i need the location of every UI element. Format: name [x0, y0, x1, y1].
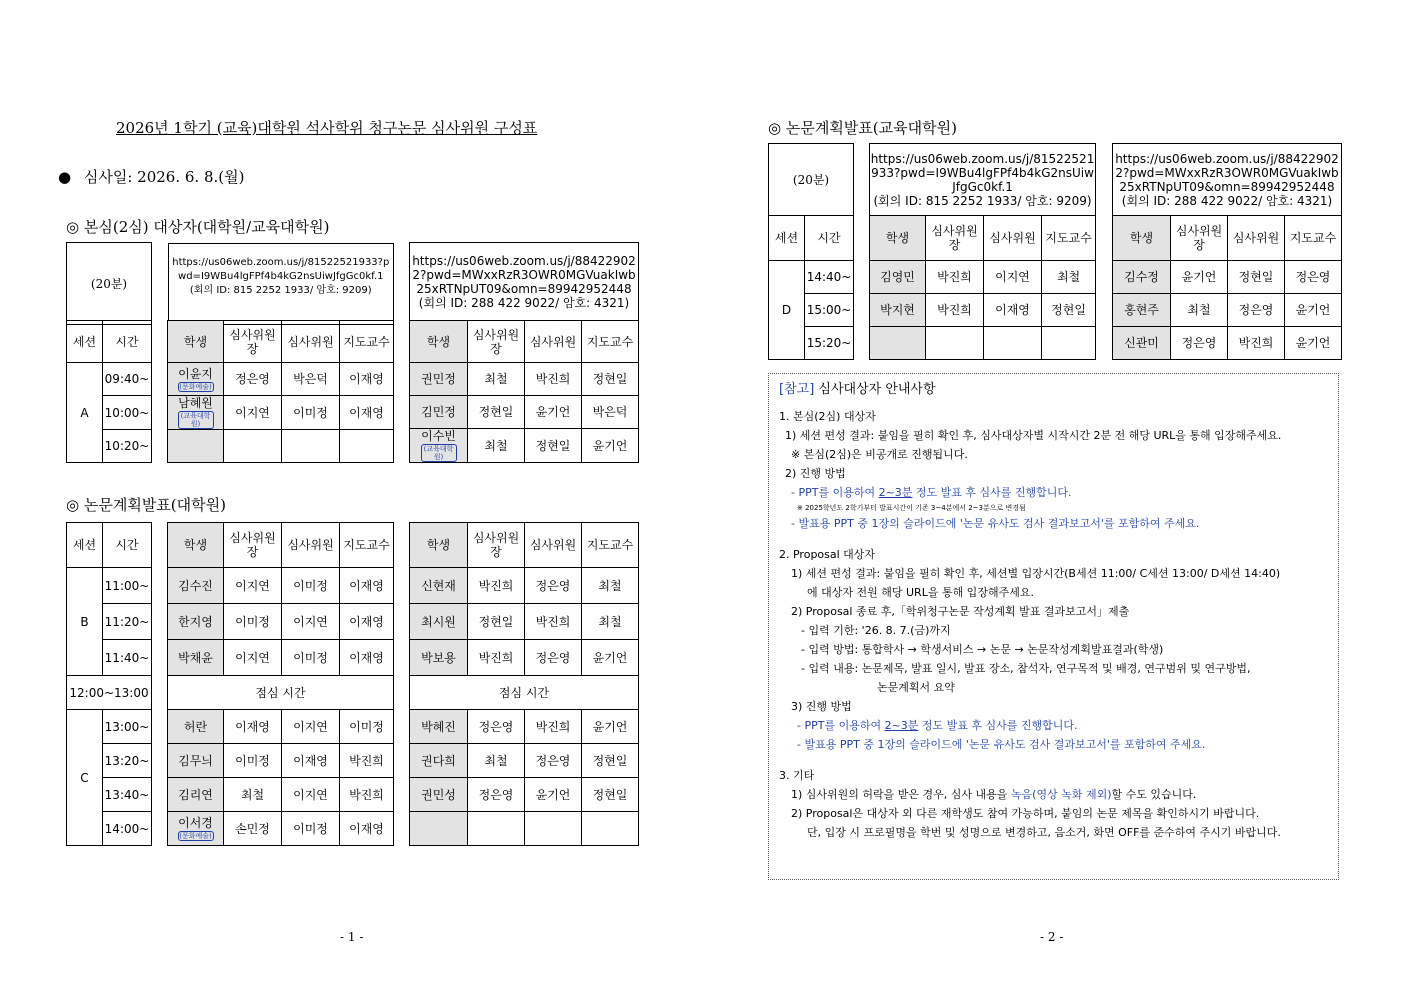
chair-cell: 이지연: [224, 640, 282, 676]
time-cell: 10:20~: [103, 430, 152, 463]
dept-badge: (문화예술): [179, 832, 212, 840]
header-advisor: 지도교수: [582, 321, 639, 363]
notes-heading: 1. 본심(2심) 대상자: [779, 410, 876, 423]
notes-line: ※ 본심(2심)은 비공개로 진행됩니다.: [791, 448, 968, 461]
notes-line: 2) Proposal은 대상자 외 다른 재학생도 참여 가능하며, 붙임의 논문 제목을 확인하시기 바랍니다.: [791, 807, 1260, 820]
dept-badge: (문화예술): [179, 382, 212, 391]
zoom-link-room2[interactable]: [410, 243, 639, 321]
notes-line: 1) 세션 편성 결과: 붙임을 필히 확인 후, 세션별 입장시간(B세션 11:00/ C세션 13:00/ D세션 14:40): [791, 567, 1281, 580]
time-cell: 13:40~: [103, 778, 152, 812]
student-cell: 남혜원 (교육대학원): [168, 396, 224, 430]
chair-cell: 최철: [468, 429, 525, 463]
student-cell: 권민정: [410, 363, 468, 396]
chair-cell: 최철: [1171, 294, 1228, 327]
advisor-cell: 이재영: [340, 568, 394, 604]
advisor-cell: 최철: [582, 604, 639, 640]
advisor-cell: 윤기언: [582, 640, 639, 676]
notes-line: 단, 입장 시 프로필명을 학번 및 성명으로 변경하고, 음소거, 화면 OFF를 준수하여 주시기 바랍니다.: [807, 826, 1281, 839]
notes-line: 1) 세션 편성 결과: 붙임을 필히 확인 후, 심사대상자별 시작시간 2분 전 해당 URL을 통해 입장해주세요.: [785, 429, 1282, 442]
advisor-cell: 최철: [1042, 261, 1096, 294]
chair-cell: 최철: [468, 744, 525, 778]
header-advisor: 지도교수: [340, 321, 394, 363]
advisor-cell: 이재영: [340, 363, 394, 396]
lunch-time: 12:00~13:00: [67, 676, 152, 710]
zoom-meeting-id: (회의 ID: 815 2252 1933/ 암호: 9209): [873, 193, 1092, 208]
edu-plan-table-room1: [768, 143, 1096, 360]
chair-cell: [224, 430, 282, 463]
advisor-cell: 윤기언: [1285, 327, 1342, 360]
notes-line: 2) Proposal 종료 후,「학위청구논문 작성계획 발표 결과보고서」제출: [791, 605, 1130, 618]
chair-cell: 박진희: [468, 568, 525, 604]
dept-badge: (교육대학원): [421, 444, 457, 462]
page-title: 2026년 1학기 (교육)대학원 석사학위 청구논문 심사위원 구성표: [116, 119, 538, 137]
member-cell: 정은영: [525, 744, 582, 778]
session-cell: A: [67, 363, 103, 463]
advisor-cell: 이재영: [340, 640, 394, 676]
advisor-cell: 윤기언: [1285, 294, 1342, 327]
notes-line: 2) 진행 방법: [785, 467, 846, 480]
student-cell: 김리연: [168, 778, 224, 812]
member-cell: 박진희: [525, 710, 582, 744]
header-session: 세션: [769, 216, 805, 261]
header-member: 심사위원: [282, 321, 340, 363]
student-cell: 김수정: [1113, 261, 1171, 294]
student-cell: 신현재: [410, 568, 468, 604]
notes-line: 3) 진행 방법: [791, 700, 852, 713]
zoom-url[interactable]: https://us06web.zoom.us/j/88422902 2?pwd=MWxxRzR3OWR0MGVuakIwb25xRTNpUT09&omn=89942952448: [412, 253, 636, 296]
student-cell: 박혜진: [410, 710, 468, 744]
student-cell: 이수빈 (교육대학원): [410, 429, 468, 463]
header-student: 학생: [410, 523, 468, 568]
member-cell: 이지연: [984, 261, 1042, 294]
header-student: 학생: [168, 321, 224, 363]
edu-plan-table-room2: [1112, 143, 1342, 360]
zoom-link-room1[interactable]: [168, 243, 394, 325]
header-time: 시간: [103, 321, 152, 363]
section-plan-grad: ◎ 논문계획발표(대학원): [66, 496, 226, 514]
student-cell: 허란: [168, 710, 224, 744]
member-cell: 이미정: [282, 568, 340, 604]
advisor-cell: [582, 812, 639, 846]
duration-label: (20분): [769, 144, 854, 216]
student-cell: 박지현: [870, 294, 926, 327]
chair-cell: 정은영: [468, 710, 525, 744]
zoom-url[interactable]: https://us06web.zoom.us/j/81522521933?pwd=I9WBu4lgFPf4b4kG2nsUiwJfgGc0kf.1: [870, 151, 1095, 194]
zoom-meeting-id: (회의 ID: 815 2252 1933/ 암호: 9209): [189, 284, 372, 296]
member-cell: 정은영: [1228, 294, 1285, 327]
chair-cell: 정은영: [468, 778, 525, 812]
member-cell: 정은영: [525, 568, 582, 604]
advisor-cell: 이미정: [340, 710, 394, 744]
header-member: 심사위원: [525, 321, 582, 363]
student-cell: 김무늬: [168, 744, 224, 778]
student-cell: 이서경 (문화예술): [168, 812, 224, 846]
chair-cell: [926, 327, 984, 360]
chair-cell: 이재영: [224, 710, 282, 744]
plan-table-room1: [66, 522, 394, 846]
student-cell: 신관미: [1113, 327, 1171, 360]
zoom-url[interactable]: https://us06web.zoom.us/j/81522521933?pwd=I9WBu4lgFPf4b4kG2nsUiwJfgGc0kf.1: [172, 256, 390, 282]
exam-date: [58, 166, 244, 187]
zoom-url[interactable]: https://us06web.zoom.us/j/88422902 2?pwd=MWxxRzR3OWR0MGVuakIwb25xRTNpUT09&omn=89942952448: [1115, 151, 1339, 194]
chair-cell: 손민정: [224, 812, 282, 846]
member-cell: 이미정: [282, 640, 340, 676]
notes-line: 1) 심사위원의 허락을 받은 경우, 심사 내용을 녹음(영상 녹화 제외)할 수도 있습니다.: [791, 788, 1197, 801]
header-student: 학생: [410, 321, 468, 363]
header-chair: 심사위원장: [1171, 216, 1228, 261]
advisor-cell: 정현일: [582, 363, 639, 396]
time-cell: 15:20~: [805, 327, 854, 360]
member-cell: 이지연: [282, 604, 340, 640]
notes-box: [768, 373, 1339, 880]
header-member: 심사위원: [984, 216, 1042, 261]
header-member: 심사위원: [525, 523, 582, 568]
page-number: - 2 -: [1040, 930, 1064, 944]
notes-line: - 입력 내용: 논문제목, 발표 일시, 발표 장소, 참석자, 연구목적 및 배경, 연구범위 및 연구방법,: [801, 662, 1251, 675]
time-cell: 11:00~: [103, 568, 152, 604]
header-advisor: 지도교수: [1042, 216, 1096, 261]
duration-label: (20분): [67, 243, 152, 325]
chair-cell: 최철: [224, 778, 282, 812]
notes-line: 에 대상자 전원 해당 URL을 통해 입장해주세요.: [807, 586, 1034, 599]
advisor-cell: 정현일: [582, 744, 639, 778]
member-cell: 박진희: [1228, 327, 1285, 360]
member-cell: 이지연: [282, 710, 340, 744]
zoom-meeting-id: (회의 ID: 288 422 9022/ 암호: 4321): [418, 295, 630, 310]
advisor-cell: 이재영: [340, 812, 394, 846]
chair-cell: 이미정: [224, 744, 282, 778]
member-cell: 박진희: [525, 363, 582, 396]
student-cell: 권민성: [410, 778, 468, 812]
student-cell: 권다희: [410, 744, 468, 778]
advisor-cell: 박은덕: [582, 396, 639, 429]
student-cell: [410, 812, 468, 846]
notes-line: ※ 2025학년도 2학기부터 발표시간이 기존 3~4분에서 2~3분으로 변경됨: [797, 504, 1026, 512]
header-session: 세션: [67, 321, 103, 363]
student-cell: 홍현주: [1113, 294, 1171, 327]
time-cell: 14:00~: [103, 812, 152, 846]
chair-cell: 최철: [468, 363, 525, 396]
time-cell: 13:00~: [103, 710, 152, 744]
header-student: 학생: [168, 523, 224, 568]
chair-cell: 이지연: [224, 568, 282, 604]
time-cell: 09:40~: [103, 363, 152, 396]
section-plan-edu: ◎ 논문계획발표(교육대학원): [768, 119, 957, 137]
member-cell: 이재영: [984, 294, 1042, 327]
main-defense-grid-room1: [66, 320, 394, 463]
notes-heading: 3. 기타: [779, 769, 815, 782]
member-cell: 박은덕: [282, 363, 340, 396]
time-cell: 11:40~: [103, 640, 152, 676]
member-cell: 이지연: [282, 778, 340, 812]
student-cell: 박채윤: [168, 640, 224, 676]
session-cell: D: [769, 261, 805, 360]
member-cell: 박진희: [525, 604, 582, 640]
member-cell: [525, 812, 582, 846]
header-time: 시간: [103, 523, 152, 568]
chair-cell: 박진희: [926, 294, 984, 327]
header-advisor: 지도교수: [1285, 216, 1342, 261]
session-cell: C: [67, 710, 103, 846]
zoom-meeting-id: (회의 ID: 288 422 9022/ 암호: 4321): [1121, 193, 1333, 208]
time-cell: 13:20~: [103, 744, 152, 778]
chair-cell: 정은영: [1171, 327, 1228, 360]
member-cell: 윤기언: [525, 778, 582, 812]
header-advisor: 지도교수: [340, 523, 394, 568]
member-cell: 정현일: [525, 429, 582, 463]
time-cell: 11:20~: [103, 604, 152, 640]
advisor-cell: 윤기언: [582, 429, 639, 463]
header-member: 심사위원: [282, 523, 340, 568]
member-cell: 정은영: [525, 640, 582, 676]
advisor-cell: 박진희: [340, 778, 394, 812]
time-cell: 15:00~: [805, 294, 854, 327]
session-cell: B: [67, 568, 103, 676]
chair-cell: 박진희: [468, 640, 525, 676]
main-defense-table-room1: [66, 242, 394, 325]
student-cell: 김수진: [168, 568, 224, 604]
header-chair: 심사위원장: [926, 216, 984, 261]
advisor-cell: 최철: [582, 568, 639, 604]
chair-cell: [468, 812, 525, 846]
lunch-label: 점심 시간: [168, 676, 394, 710]
header-chair: 심사위원장: [224, 321, 282, 363]
member-cell: 윤기언: [525, 396, 582, 429]
plan-table-room2: [409, 522, 639, 846]
notes-line: - 입력 기한: '26. 8. 7.(금)까지: [801, 624, 951, 637]
chair-cell: 이미정: [224, 604, 282, 640]
chair-cell: 정은영: [224, 363, 282, 396]
header-chair: 심사위원장: [224, 523, 282, 568]
bullet-icon: ●: [58, 168, 72, 186]
advisor-cell: 정현일: [582, 778, 639, 812]
notes-line: - PPT를 이용하여 2~3분 정도 발표 후 심사를 진행합니다.: [797, 719, 1078, 732]
member-cell: 정현일: [1228, 261, 1285, 294]
header-time: 시간: [805, 216, 854, 261]
student-cell: [168, 430, 224, 463]
header-member: 심사위원: [1228, 216, 1285, 261]
advisor-cell: 정현일: [1042, 294, 1096, 327]
notes-line: - 입력 방법: 통합학사 → 학생서비스 → 논문 → 논문작성계획발표결과(학생): [801, 643, 1164, 656]
lunch-label: 점심 시간: [410, 676, 639, 710]
page-number: - 1 -: [340, 930, 364, 944]
student-cell: 한지영: [168, 604, 224, 640]
header-chair: 심사위원장: [468, 321, 525, 363]
chair-cell: 이지연: [224, 396, 282, 430]
member-cell: 이미정: [282, 812, 340, 846]
member-cell: 이재영: [282, 744, 340, 778]
section-main-defense: ◎ 본심(2심) 대상자(대학원/교육대학원): [66, 218, 330, 236]
zoom-link-room1[interactable]: [870, 144, 1096, 216]
notes-title: [참고] 심사대상자 안내사항: [779, 382, 936, 397]
notes-line: - 발표용 PPT 중 1장의 슬라이드에 '논문 유사도 검사 결과보고서'를 포함하여 주세요.: [797, 738, 1206, 751]
advisor-cell: [1042, 327, 1096, 360]
advisor-cell: 박진희: [340, 744, 394, 778]
header-student: 학생: [870, 216, 926, 261]
chair-cell: 윤기언: [1171, 261, 1228, 294]
dept-badge: (교육대학원): [178, 411, 214, 429]
member-cell: [282, 430, 340, 463]
notes-line: 논문계획서 요약: [877, 681, 955, 694]
zoom-link-room2[interactable]: [1113, 144, 1342, 216]
notes-line: - PPT를 이용하여 2~3분 정도 발표 후 심사를 진행합니다.: [791, 486, 1072, 499]
chair-cell: 정현일: [468, 604, 525, 640]
advisor-cell: 윤기언: [582, 710, 639, 744]
student-cell: 김영민: [870, 261, 926, 294]
student-cell: 최시원: [410, 604, 468, 640]
advisor-cell: 이재영: [340, 396, 394, 430]
main-defense-table-room2: [409, 242, 639, 463]
header-advisor: 지도교수: [582, 523, 639, 568]
header-chair: 심사위원장: [468, 523, 525, 568]
header-session: 세션: [67, 523, 103, 568]
student-cell: 이윤지 (문화예술): [168, 363, 224, 396]
student-cell: 박보용: [410, 640, 468, 676]
advisor-cell: [340, 430, 394, 463]
advisor-cell: 이재영: [340, 604, 394, 640]
member-cell: 이미정: [282, 396, 340, 430]
exam-date-label: 심사일: 2026. 6. 8.(월): [83, 168, 245, 186]
notes-heading: 2. Proposal 대상자: [779, 548, 876, 561]
time-cell: 10:00~: [103, 396, 152, 430]
advisor-cell: 정은영: [1285, 261, 1342, 294]
time-cell: 14:40~: [805, 261, 854, 294]
chair-cell: 박진희: [926, 261, 984, 294]
student-cell: 김민정: [410, 396, 468, 429]
student-cell: [870, 327, 926, 360]
header-student: 학생: [1113, 216, 1171, 261]
member-cell: [984, 327, 1042, 360]
chair-cell: 정현일: [468, 396, 525, 429]
notes-line: - 발표용 PPT 중 1장의 슬라이드에 '논문 유사도 검사 결과보고서'를 포함하여 주세요.: [791, 517, 1200, 530]
